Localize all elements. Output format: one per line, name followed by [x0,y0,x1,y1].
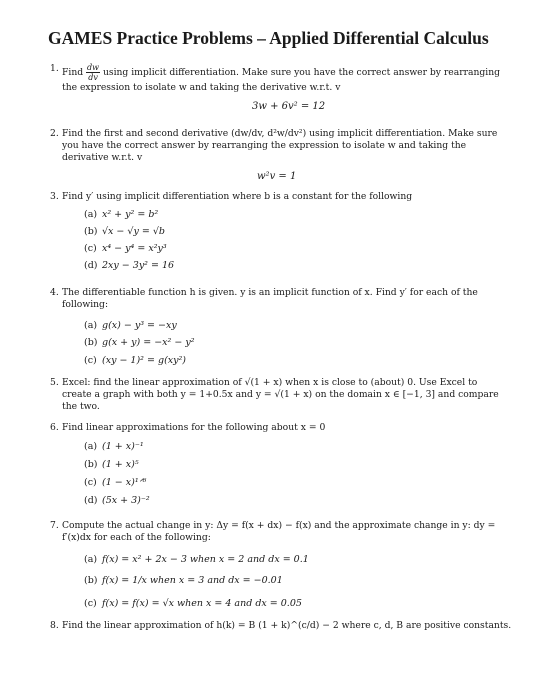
problem-number: 6. [50,422,59,433]
item-label: (d) [84,260,98,271]
problem-text: Compute the actual change in y: Δy = f(x + dx) − f(x) and the approximate change in y: dy = f′(x)dx for each of the following: [62,520,496,543]
problem-text: using implicit differentiation. Make sure you have the correct answer by rearranging the expression to isolate w and taking the derivative w.r.t. v [62,67,501,93]
item-label: (c) [84,355,97,366]
item-label: (a) [84,209,98,220]
item-label: (c) [84,243,97,254]
problem-number: 5. [50,377,59,388]
item-label: (b) [84,337,98,348]
problem-text: Find [62,67,84,78]
problem-2 [50,128,502,164]
sub-item [84,554,309,565]
expression: g(x) − y³ = −xy [102,320,177,331]
problem-8 [50,620,512,632]
problem-text: Find y′ using implicit differentiation where b is a constant for the following [62,191,413,202]
expression: 2xy − 3y² = 16 [102,260,175,271]
expression: (5x + 3)⁻² [102,495,150,506]
problem-number: 3. [50,191,59,202]
expression: (1 + x)⁵ [102,459,139,470]
sub-item [84,337,195,348]
problem-7 [50,520,502,544]
problem-3 [50,191,502,203]
expression: (1 − x)¹ᐟ⁶ [102,477,147,488]
problem-5 [50,377,502,413]
expression: (1 + x)⁻¹ [102,441,144,452]
problem-6 [50,422,502,434]
item-label: (c) [84,477,97,488]
expression: f(x) = f(x) = √x when x = 4 and dx = 0.05 [102,598,302,609]
item-label: (b) [84,575,98,586]
problem-text: The differentiable function h is given. y is an implicit function of x. Find y′ for each of the following: [62,287,478,310]
fraction [86,63,100,82]
sub-item [84,320,177,331]
sub-item [84,355,186,366]
sub-item [84,575,283,586]
problem-text: Excel: find the linear approximation of √(1 + x) when x is close to (about) 0. Use Excel to create a graph with both y = 1+0.5x and y = √(1 + x) on the domain x ∈ [−1, 3] and compare the two. [62,377,499,412]
item-label: (a) [84,320,98,331]
expression: x² + y² = b² [102,209,159,220]
problem-number: 1. [50,63,59,74]
problem-4 [50,287,502,311]
equation: 3w + 6v² = 12 [252,101,326,112]
sub-item [84,459,139,470]
page-title: GAMES Practice Problems – Applied Differential Calculus [48,28,489,48]
sub-item [84,243,167,254]
problem-text: Find the first and second derivative (dw/dv, d²w/dv²) using implicit differentiation. Make sure you have the correct answer by rearranging the expression to isolate w and taking the derivative w.r.t. v [62,128,498,163]
sub-item [84,441,144,452]
problem-number: 2. [50,128,59,139]
sub-item [84,598,302,609]
problem-number: 8. [50,620,59,631]
problem-text: Find the linear approximation of h(k) = B (1 + k)^(c/d) − 2 where c, d, B are positive constants. [62,620,512,631]
item-label: (a) [84,554,98,565]
expression: g(x + y) = −x² − y² [102,337,195,348]
expression: f(x) = x² + 2x − 3 when x = 2 and dx = 0.1 [102,554,309,565]
item-label: (b) [84,459,98,470]
problem-1 [50,63,502,94]
numerator: dw [87,63,100,72]
problem-number: 7. [50,520,59,531]
item-label: (c) [84,598,97,609]
sub-item [84,495,150,506]
item-label: (b) [84,226,98,237]
problem-number: 4. [50,287,59,298]
problem-text: Find linear approximations for the following about x = 0 [62,422,326,433]
expression: f(x) = 1/x when x = 3 and dx = −0.01 [102,575,283,586]
sub-item [84,226,165,237]
expression: (xy − 1)² = g(xy²) [102,355,187,366]
expression: x⁴ − y⁴ = x²y³ [102,243,167,254]
sub-item [84,260,174,271]
denominator: dv [88,73,98,82]
item-label: (a) [84,441,98,452]
sub-item [84,209,158,220]
item-label: (d) [84,495,98,506]
equation: w²v = 1 [257,171,297,182]
expression: √x − √y = √b [102,226,165,237]
sub-item [84,477,146,488]
